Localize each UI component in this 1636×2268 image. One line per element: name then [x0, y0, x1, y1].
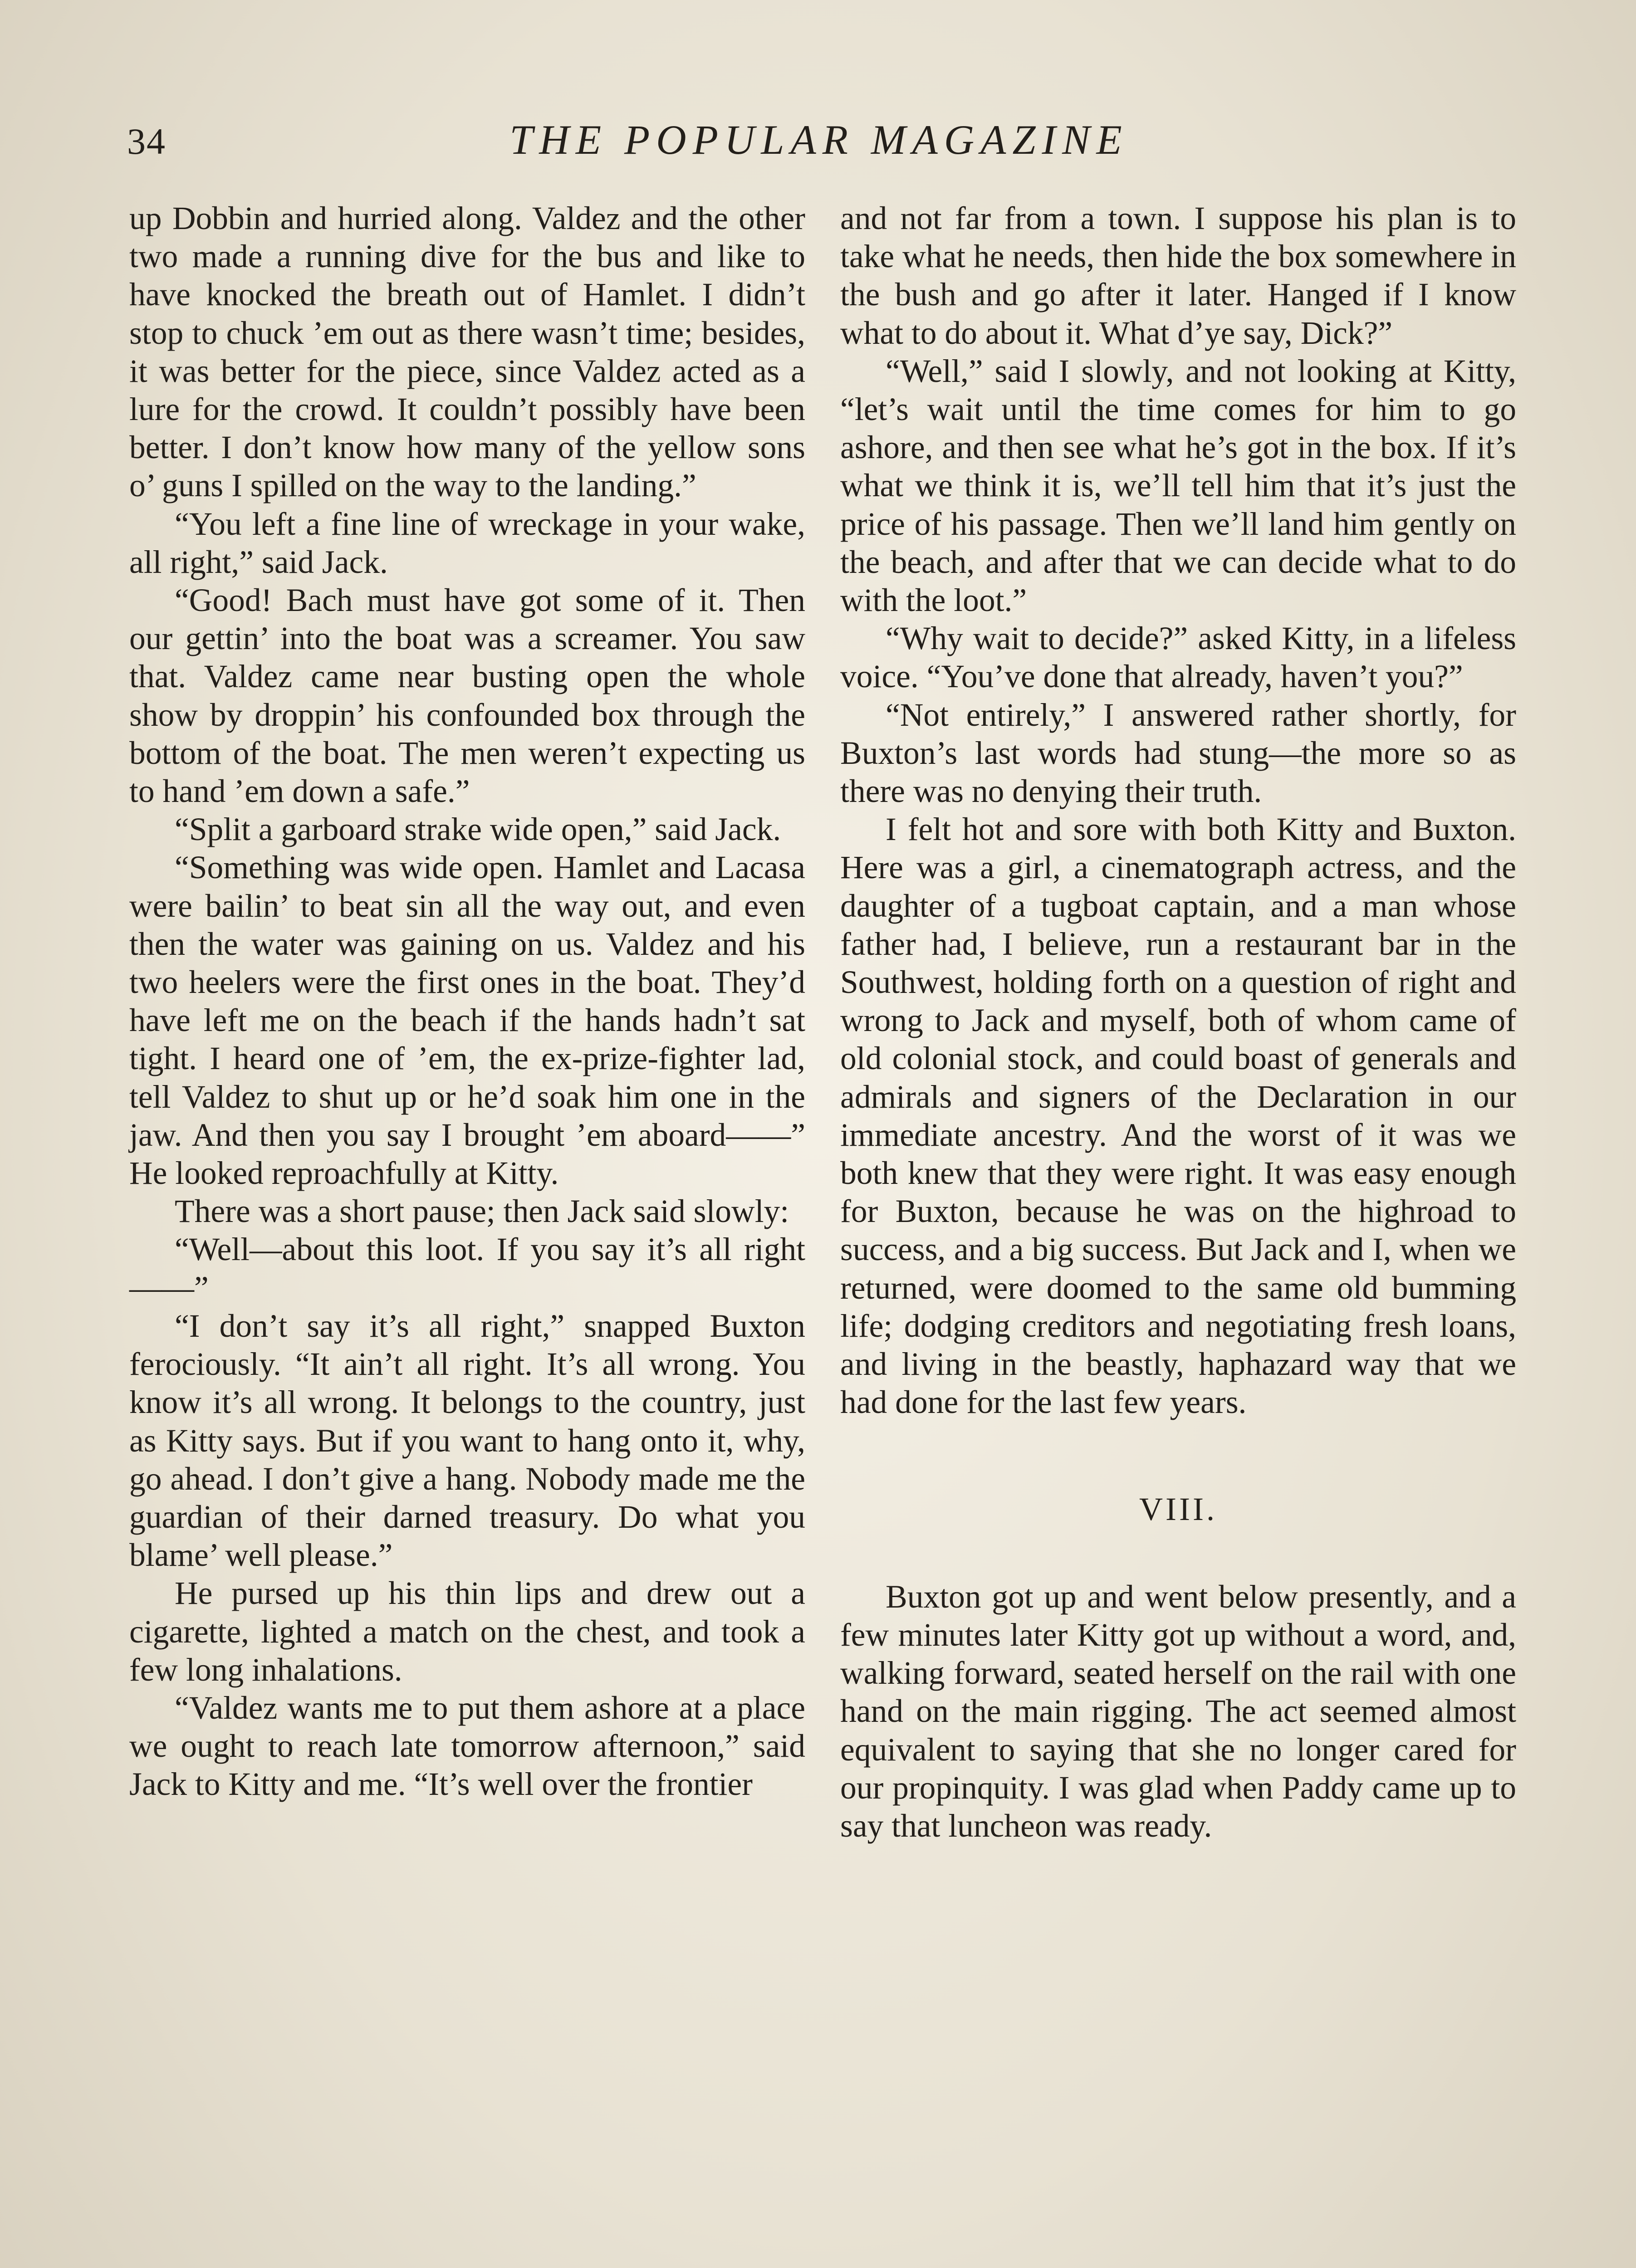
page-header: [127, 116, 1511, 179]
paragraph: and not far from a town. I suppose his plan is to take what he needs, then hide the box somewhere in the bush and go after it later. Hanged if I know what to do about it. What d’ye say, Dick?”: [840, 200, 1516, 351]
paragraph: “Something was wide open. Hamlet and Lacasa were bailin’ to beat sin all the way out, and even then the water was gaining on us. Valdez and his two heelers were the first ones in the boat. They’d have left me on the beach if the hands hadn’t sat tight. I heard one of ’em, the ex-prize-fighter lad, tell Valdez to shut up or he’d soak him one in the jaw. And then you say I brought ’em aboard——” He looked reproachfully at Kitty.: [129, 850, 805, 1192]
paragraph: “Good! Bach must have got some of it. Then our gettin’ into the boat was a screamer. You saw that. Valdez came near busting open the whole show by droppin’ his confounded box through the bottom of the boat. The men weren’t expecting us to hand ’em down a safe.”: [129, 582, 805, 810]
page-number: 34: [127, 121, 166, 162]
chapter-heading: VIII.: [1139, 1491, 1217, 1527]
paragraph: “Why wait to decide?” asked Kitty, in a lifeless voice. “You’ve done that already, haven’t you?”: [840, 621, 1516, 695]
left-column: [129, 200, 805, 1804]
paragraph: “Split a garboard strake wide open,” said Jack.: [175, 811, 781, 848]
paragraph: He pursed up his thin lips and drew out a cigarette, lighted a match on the chest, and took a few long inhalations.: [129, 1575, 805, 1688]
paragraph: up Dobbin and hurried along. Valdez and the other two made a running dive for the bus and like to have knocked the breath out of Hamlet. I didn’t stop to chuck ’em out as there wasn’t time; besides, it was better for the piece, since Valdez acted as a lure for the crowd. It couldn’t possibly have been better. I don’t know how many of the yellow sons o’ guns I spilled on the way to the landing.”: [129, 200, 805, 504]
paragraph: I felt hot and sore with both Kitty and Buxton. Here was a girl, a cinematograph actress, and the daughter of a tugboat captain, and a man whose father had, I believe, run a restaurant bar in the Southwest, holding forth on a question of right and wrong to Jack and myself, both of whom came of old colonial stock, and could boast of generals and admirals and signers of the Declaration in our immediate ancestry. And the worst of it was we both knew that they were right. It was easy enough for Buxton, because he was on the highroad to success, and a big success. But Jack and I, when we returned, were doomed to the same old bumming life; dodging creditors and negotiating fresh loans, and living in the beastly, haphazard way that we had done for the last few years.: [840, 811, 1516, 1421]
paragraph: “Well,” said I slowly, and not looking at Kitty, “let’s wait until the time comes for him to go ashore, and then see what he’s got in the box. If it’s what we think it is, we’ll tell him that it’s just the price of his passage. Then we’ll land him gently on the beach, and after that we can decide what to do with the loot.”: [840, 353, 1516, 619]
running-head: THE POPULAR MAGAZINE: [509, 117, 1128, 163]
paragraph: “I don’t say it’s all right,” snapped Buxton ferociously. “It ain’t all right. It’s all wrong. You know it’s all wrong. It belongs to the country, just as Kitty says. But if you want to hang onto it, why, go ahead. I don’t give a hang. Nobody made me the guardian of their darned treasury. Do what you blame’ well please.”: [129, 1308, 805, 1574]
paragraph: “Not entirely,” I answered rather shortly, for Buxton’s last words had stung—the more so as there was no denying their truth.: [840, 697, 1516, 810]
paragraph: Buxton got up and went below presently, and a few minutes later Kitty got up without a word, and, walking forward, seated herself on the rail with one hand on the main rigging. The act seemed almost equivalent to saying that she no longer cared for our propinquity. I was glad when Paddy came up to say that luncheon was ready.: [840, 1579, 1516, 1844]
paragraph: “Well—about this loot. If you say it’s all right——”: [129, 1232, 805, 1306]
paragraph: There was a short pause; then Jack said slowly:: [175, 1193, 789, 1230]
paragraph: “Valdez wants me to put them ashore at a place we ought to reach late tomorrow afternoon,” said Jack to Kitty and me. “It’s well over the frontier: [129, 1690, 805, 1803]
right-column: [840, 200, 1516, 1845]
paragraph: “You left a fine line of wreckage in your wake, all right,” said Jack.: [129, 506, 805, 580]
